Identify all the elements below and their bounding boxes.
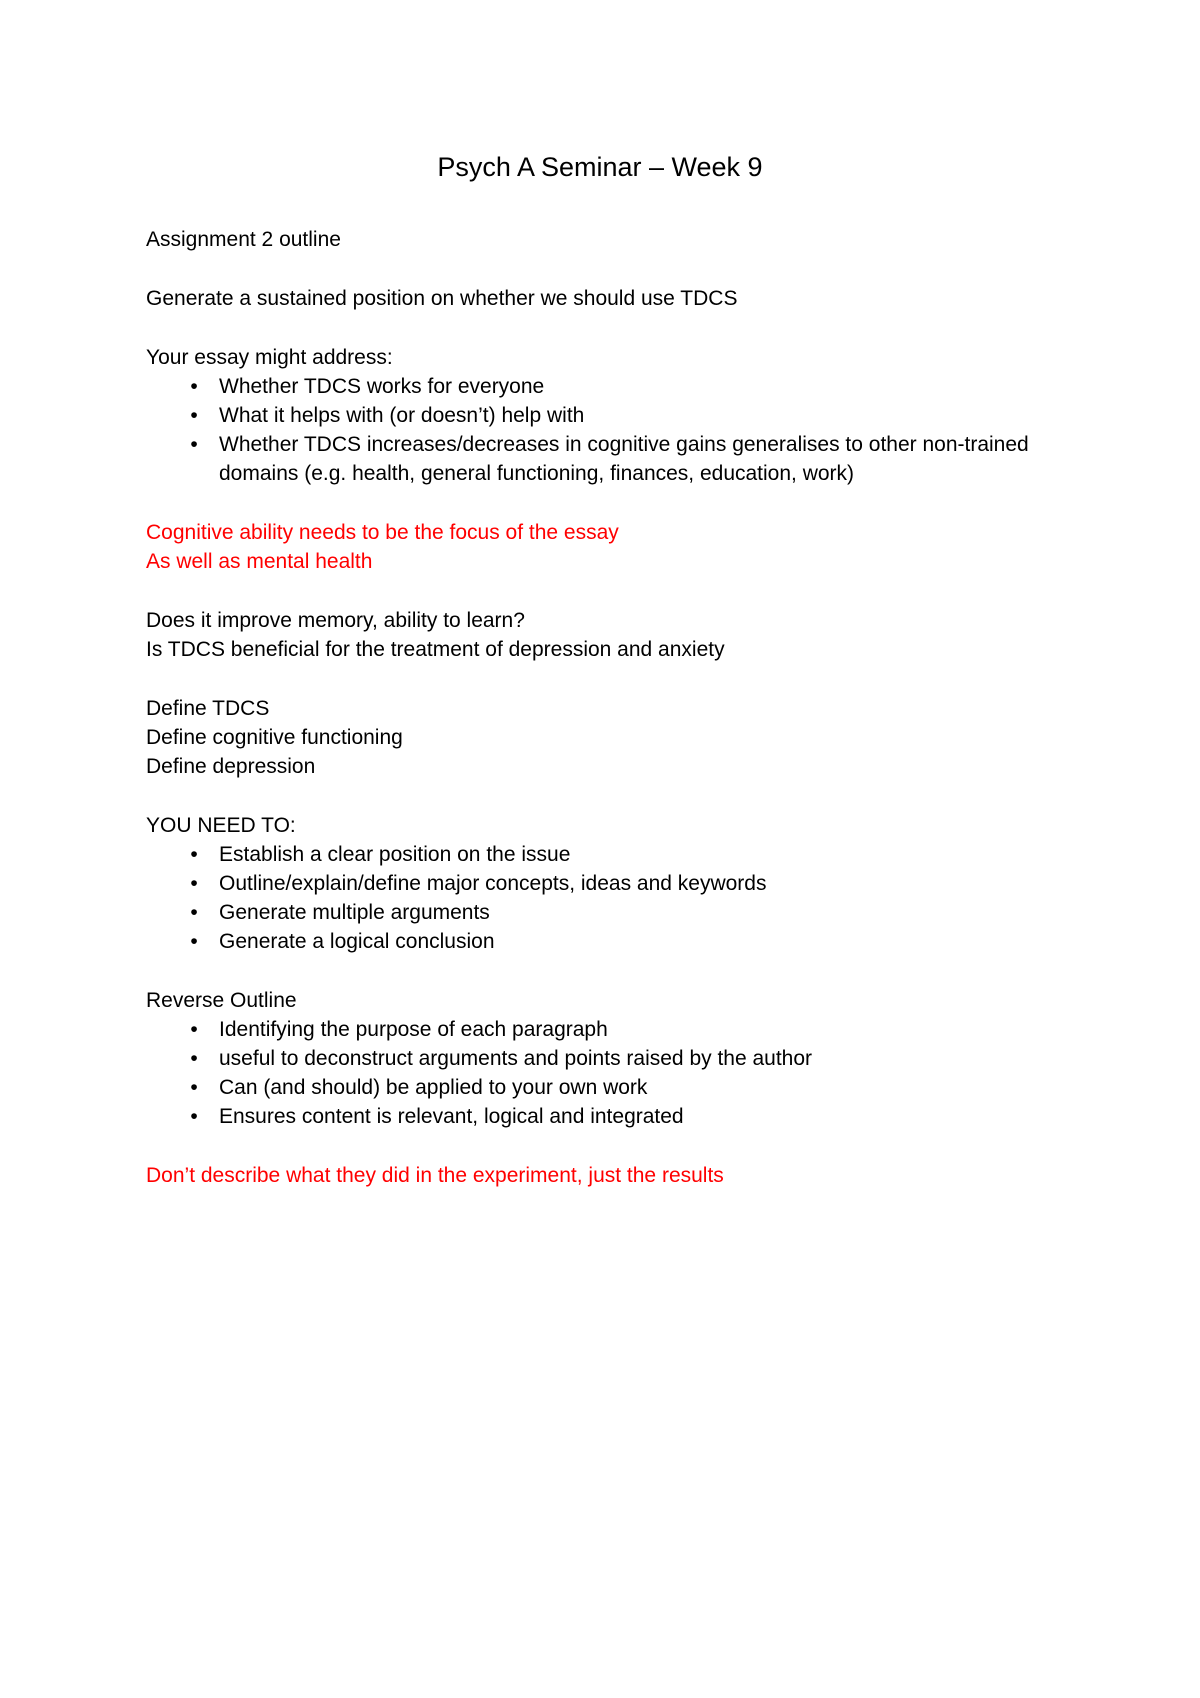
list-item <box>146 372 1046 401</box>
bullet-icon: • <box>190 433 198 456</box>
list-item <box>146 869 1046 898</box>
document-body <box>146 225 1046 1190</box>
list-item <box>146 430 1046 488</box>
question-line: Does it improve memory, ability to learn? <box>146 609 525 632</box>
definition-line: Define depression <box>146 755 316 778</box>
list-item-text: Generate multiple arguments <box>219 901 490 924</box>
list-item-text: Whether TDCS increases/decreases in cognitive gains generalises to other non-trained domains (e.g. health, general functioning, finances, education, work) <box>219 433 1029 485</box>
list-item <box>146 1044 1046 1073</box>
list-item-text: useful to deconstruct arguments and points raised by the author <box>219 1047 813 1070</box>
need-heading: YOU NEED TO: <box>146 814 296 837</box>
list-item-text: Generate a logical conclusion <box>219 930 495 953</box>
essay-intro: Your essay might address: <box>146 346 393 369</box>
definition-line: Define TDCS <box>146 697 270 720</box>
reverse-points-list <box>146 1015 1046 1131</box>
focus-note: As well as mental health <box>146 550 373 573</box>
bullet-icon: • <box>190 1047 198 1070</box>
page-title: Psych A Seminar – Week 9 <box>437 152 763 182</box>
reverse-heading: Reverse Outline <box>146 989 297 1012</box>
list-item-text: What it helps with (or doesn’t) help with <box>219 404 585 427</box>
need-points-list <box>146 840 1046 956</box>
bullet-icon: • <box>190 375 198 398</box>
list-item-text: Whether TDCS works for everyone <box>219 375 545 398</box>
list-item-text: Ensures content is relevant, logical and integrated <box>219 1105 684 1128</box>
list-item-text: Establish a clear position on the issue <box>219 843 571 866</box>
bullet-icon: • <box>190 1105 198 1128</box>
list-item <box>146 401 1046 430</box>
list-item <box>146 1073 1046 1102</box>
bullet-icon: • <box>190 404 198 427</box>
focus-note: Cognitive ability needs to be the focus of the essay <box>146 521 619 544</box>
list-item-text: Identifying the purpose of each paragraph <box>219 1018 608 1041</box>
list-item <box>146 840 1046 869</box>
list-item-text: Outline/explain/define major concepts, ideas and keywords <box>219 872 767 895</box>
bullet-icon: • <box>190 901 198 924</box>
list-item-text: Can (and should) be applied to your own work <box>219 1076 648 1099</box>
assignment-heading: Assignment 2 outline <box>146 228 341 251</box>
essay-points-list <box>146 372 1046 488</box>
bullet-icon: • <box>190 1076 198 1099</box>
list-item <box>146 1015 1046 1044</box>
final-note: Don’t describe what they did in the experiment, just the results <box>146 1164 724 1187</box>
definition-line: Define cognitive functioning <box>146 726 403 749</box>
bullet-icon: • <box>190 930 198 953</box>
bullet-icon: • <box>190 843 198 866</box>
question-line: Is TDCS beneficial for the treatment of depression and anxiety <box>146 638 725 661</box>
list-item <box>146 927 1046 956</box>
list-item <box>146 1102 1046 1131</box>
position-line: Generate a sustained position on whether we should use TDCS <box>146 287 738 310</box>
bullet-icon: • <box>190 872 198 895</box>
bullet-icon: • <box>190 1018 198 1041</box>
list-item <box>146 898 1046 927</box>
